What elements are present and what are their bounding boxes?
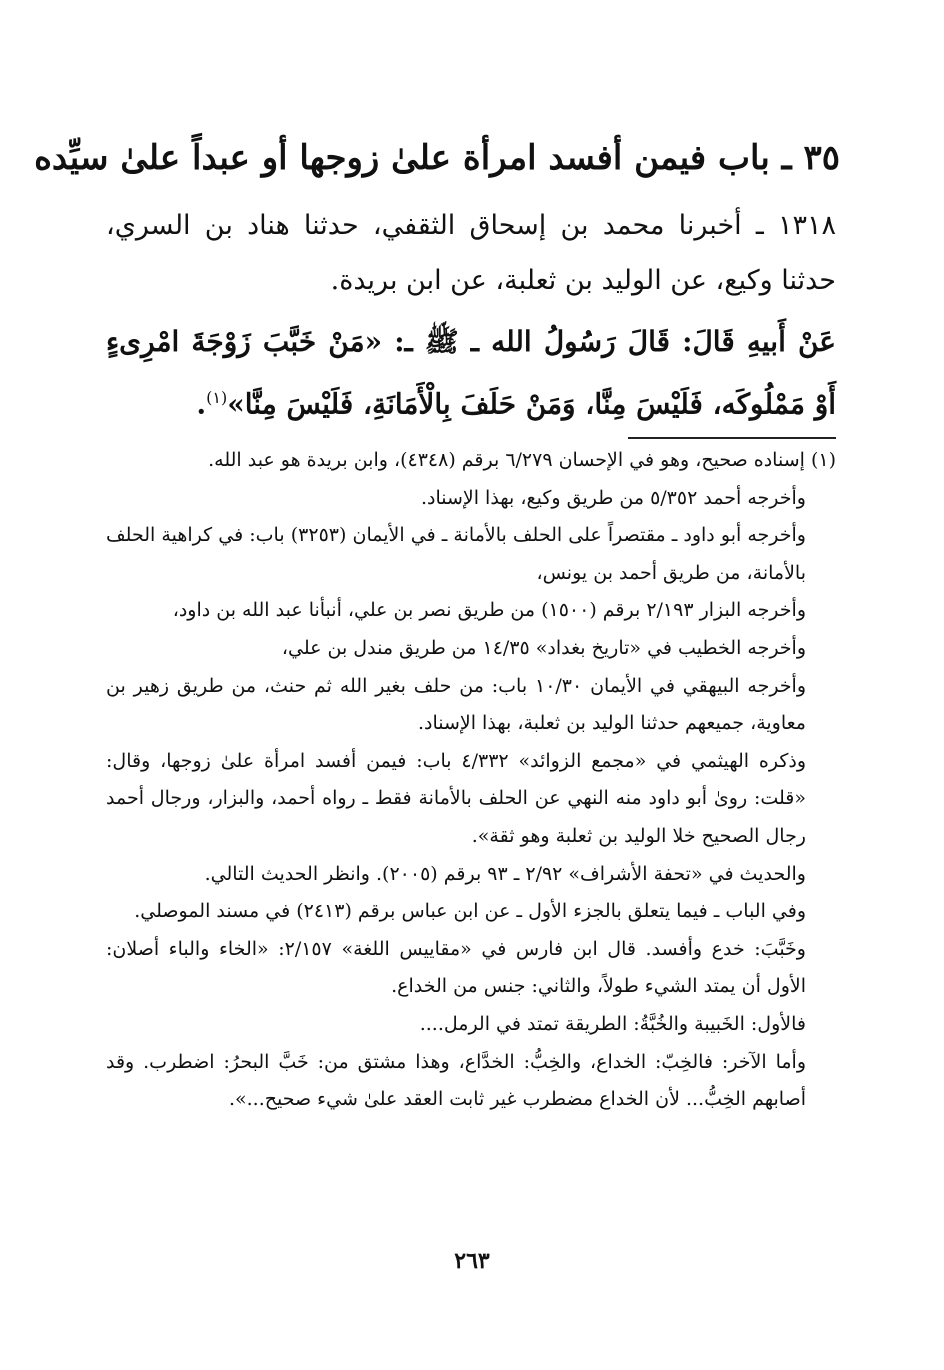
footnote-line: وفي الباب ـ فيما يتعلق بالجزء الأول ـ عن ابن عباس برقم (٢٤١٣) في مسند الموصلي. <box>134 900 806 923</box>
footnote-line: وخَبَّبَ: خدع وأفسد. قال ابن فارس في «مقاييس اللغة» ٢/١٥٧: «الخاء والباء أصلان: الأول أن يمتد الشيء طولاً، والثاني: جنس من الخداع. <box>106 937 806 998</box>
footnote-line: (١) إسناده صحيح، وهو في الإحسان ٦/٢٧٩ برقم (٤٣٤٨)، وابن بريدة هو عبد الله. <box>208 449 836 471</box>
footnote-line: وأخرجه البيهقي في الأيمان ١٠/٣٠ باب: من حلف بغير الله ثم حنث، من طريق زهير بن معاوية، جميعهم حدثنا الوليد بن ثعلبة، بهذا الإسناد. <box>106 674 807 735</box>
footnote-line: وأخرجه أبو داود ـ مقتصراً على الحلف بالأمانة ـ في الأيمان (٣٢٥٣) باب: في كراهية الحلف بالأمانة، من طريق أحمد بن يونس، <box>106 524 806 584</box>
chapter-title: ٣٥ ـ باب فيمن أفسد امرأة علىٰ زوجها أو عبداً علىٰ سيِّده <box>34 138 840 178</box>
footnote-line: وأخرجه البزار ٢/١٩٣ برقم (١٥٠٠) من طريق نصر بن علي، أنبأنا عبد الله بن داود، <box>172 599 806 622</box>
hadith-matn-block: عَنْ أَبيهِ قَالَ: قَالَ رَسُولُ الله ـ ﷺ ـ: «مَنْ خَبَّبَ زَوْجَةَ امْرِىءٍ أَوْ مَمْلُوكَه، فَلَيْسَ مِنَّا، وَمَنْ حَلَفَ بِالْأَمَانَةِ، فَلَيْسَ مِنَّا»$^{(١)}$. <box>106 325 836 421</box>
footnote-line: والحديث في «تحفة الأشراف» ٢/٩٢ ـ ٩٣ برقم (٢٠٠٥). وانظر الحديث التالي. <box>204 862 806 885</box>
footnotes <box>106 442 836 1119</box>
page-number: ٢٦٣ <box>454 1248 490 1274</box>
footnote-line: فالأول: الخَبيبة والخُبَّةُ: الطريقة تمتد في الرمل.... <box>419 1012 806 1035</box>
footnote-marker: (١) <box>206 388 228 407</box>
hadith-matn: عَنْ أَبيهِ قَالَ: قَالَ رَسُولُ الله ـ ﷺ ـ: «مَنْ خَبَّبَ زَوْجَةَ امْرِىءٍ أَوْ مَمْلُوكَه، فَلَيْسَ مِنَّا، وَمَنْ حَلَفَ بِالْأَمَانَةِ، فَلَيْسَ مِنَّا» <box>106 325 836 421</box>
hadith-isnad: ١٣١٨ ـ أخبرنا محمد بن إسحاق الثقفي، حدثنا هناد بن السري، حدثنا وكيع، عن الوليد بن ثعلبة، عن ابن بريدة. <box>106 210 836 296</box>
footnote-line: وذكره الهيثمي في «مجمع الزوائد» ٤/٣٣٢ باب: فيمن أفسد امرأة علىٰ زوجها، وقال: «قلت: رویٰ أبو داود منه النهي عن الحلف بالأمانة فقط ـ رواه أحمد، والبزار، ورجال أحمد رجال الصحيح خلا الوليد بن ثعلبة وهو ثقة». <box>106 749 807 847</box>
footnote-line: وأخرجه أحمد ٥/٣٥٢ من طريق وكيع، بهذا الإسناد. <box>420 486 806 509</box>
footnote-separator <box>628 437 836 439</box>
hadith-isnad-block <box>106 198 836 308</box>
footnote-line: وأخرجه الخطيب في «تاريخ بغداد» ١٤/٣٥ من طريق مندل بن علي، <box>281 636 806 659</box>
footnote-line: وأما الآخر: فالخِبّ: الخداع، والخِبُّ: الخدَّاع، وهذا مشتق من: خَبَّ البحرُ: اضطرب. وقد أصابهم الخِبُّ... لأن الخداع مضطرب غير ثابت العقد علىٰ شيء صحيح...». <box>106 1050 806 1111</box>
